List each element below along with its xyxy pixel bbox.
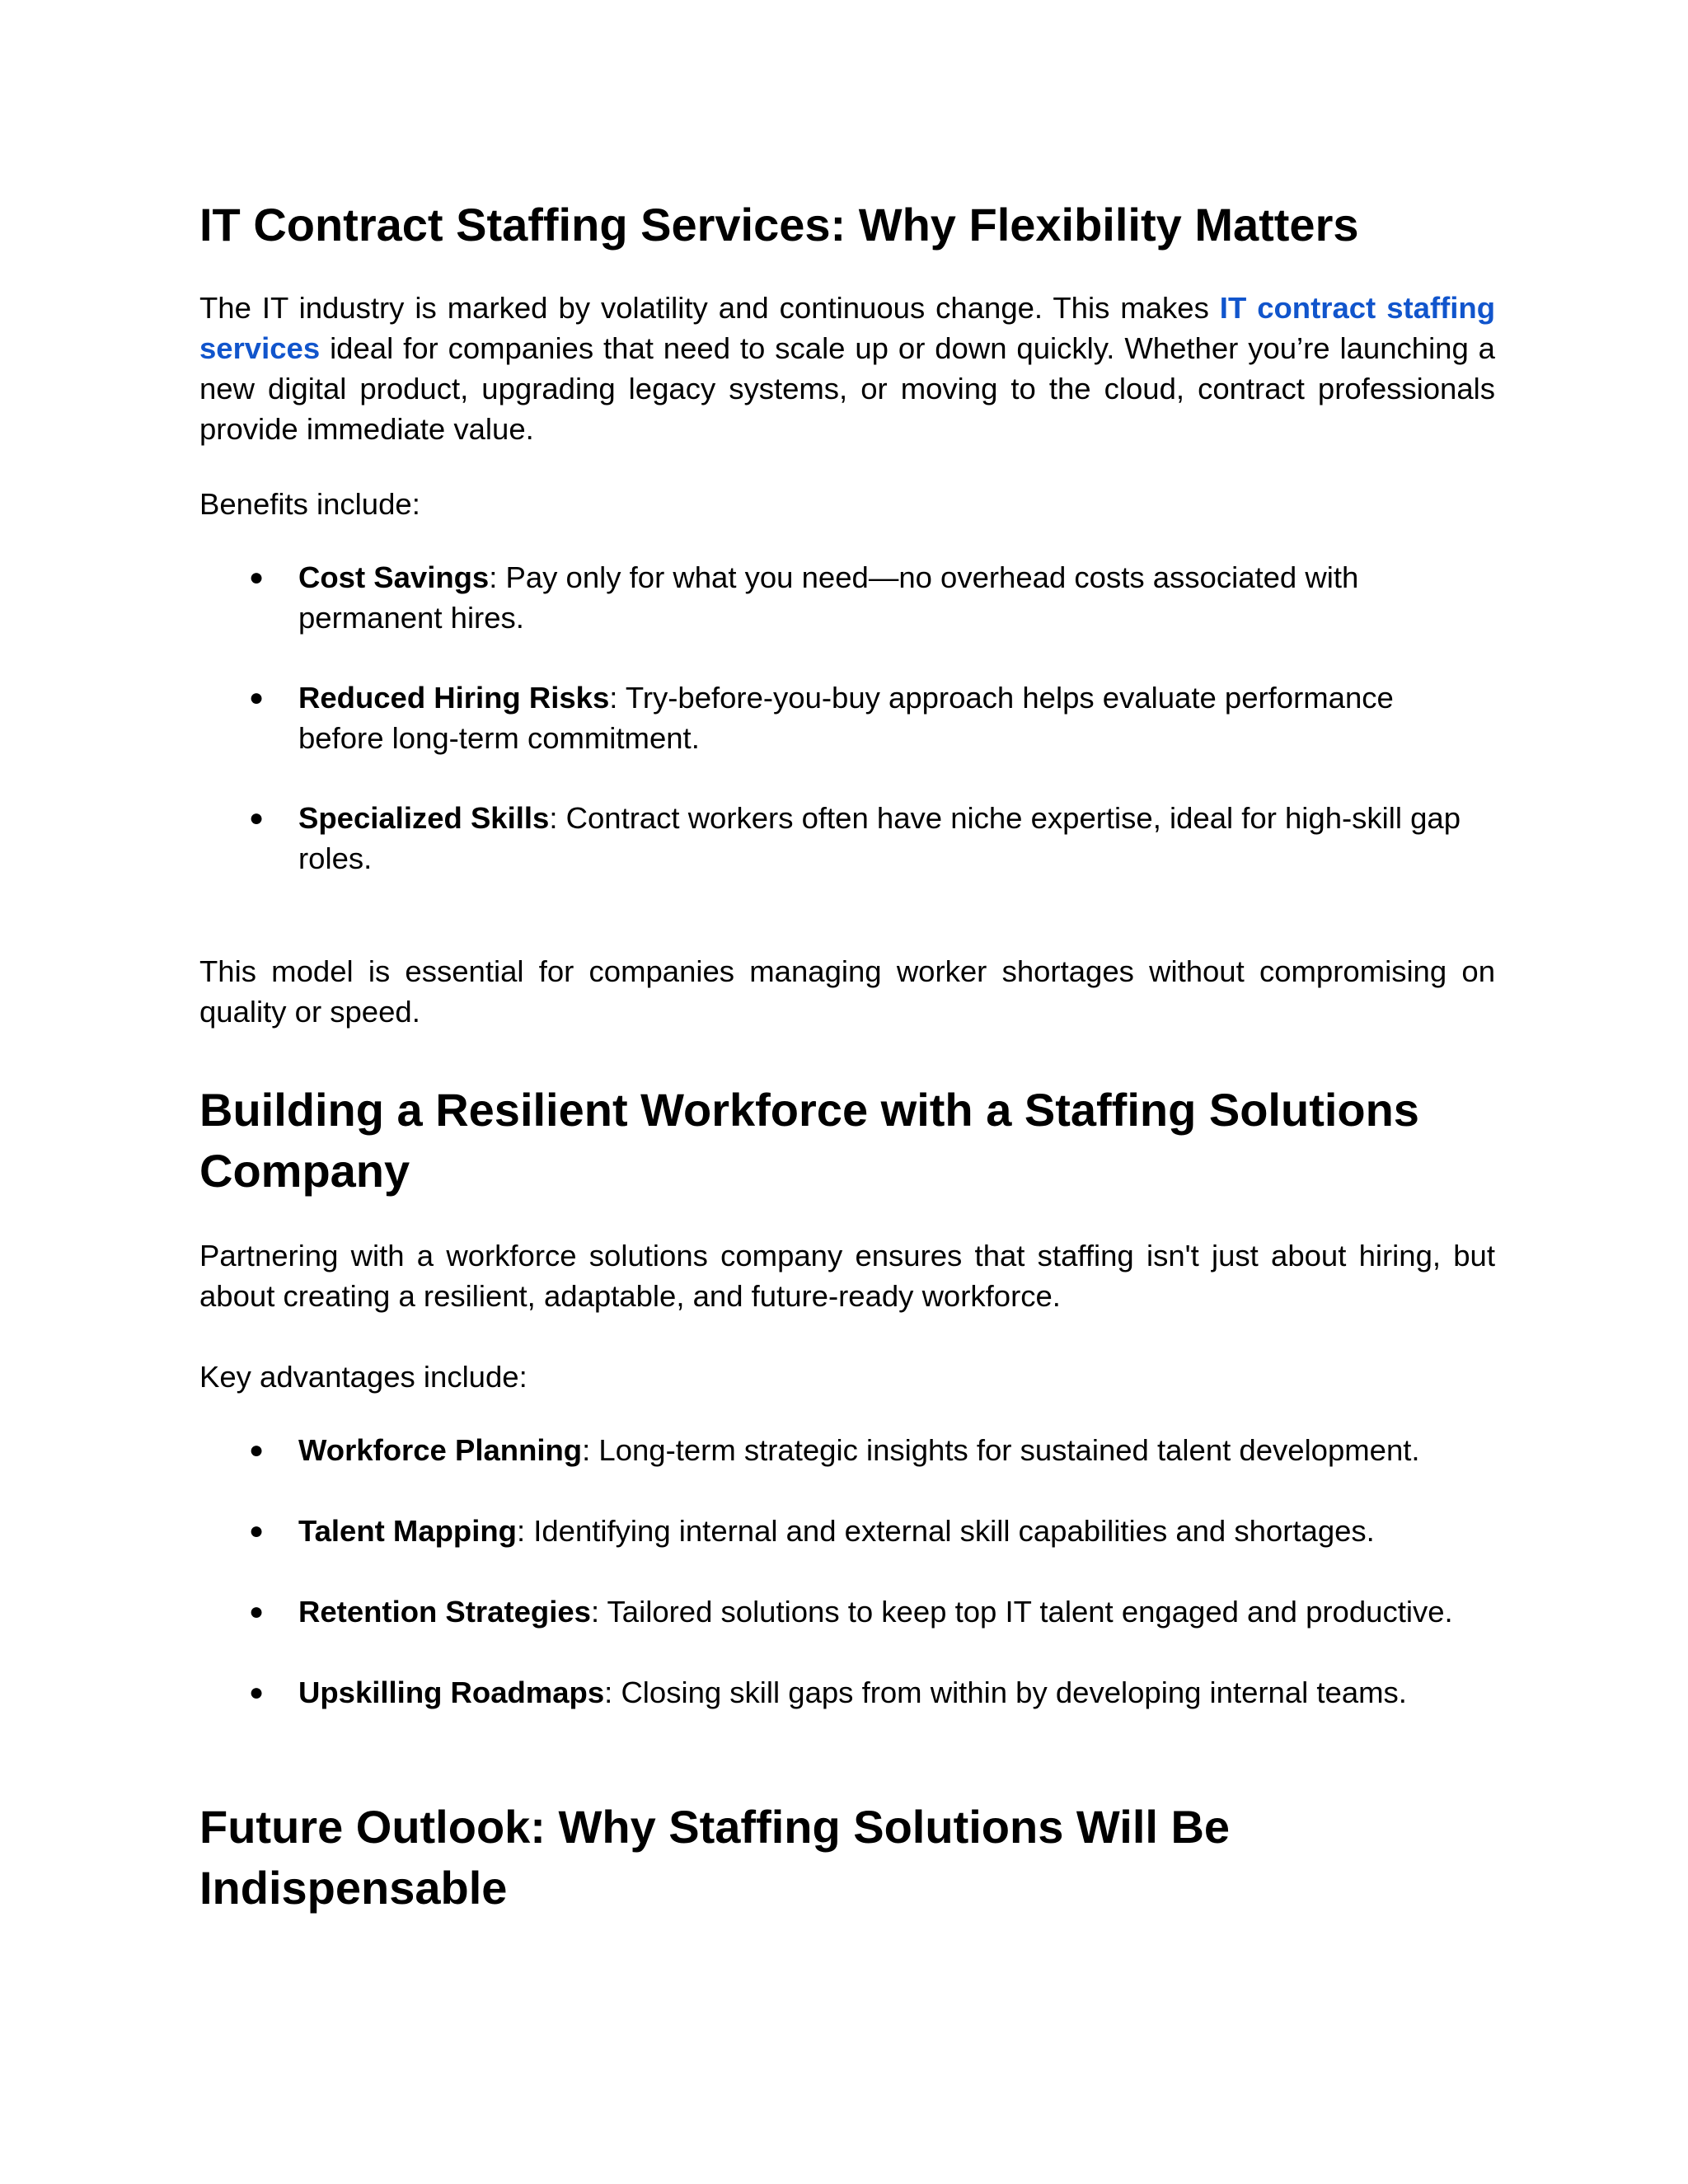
list-item bbox=[199, 1591, 1495, 1632]
advantage-text: : Long-term strategic insights for sustained talent development. bbox=[582, 1433, 1420, 1467]
bullet-icon: ● bbox=[249, 1679, 265, 1706]
benefit-text: : Pay only for what you need—no overhead costs associated with permanent hires. bbox=[298, 560, 1359, 635]
bullet-icon: ● bbox=[249, 804, 265, 832]
section-closing-paragraph: This model is essential for companies managing worker shortages without compromising on quality or speed. bbox=[199, 954, 1495, 1029]
list-item bbox=[199, 677, 1495, 758]
advantage-text: : Tailored solutions to keep top IT talent engaged and productive. bbox=[590, 1595, 1453, 1629]
section-intro-paragraph: Partnering with a workforce solutions company ensures that staffing isn't just about hiring, but about creating a resilient, adaptable, and future-ready workforce. bbox=[199, 1239, 1495, 1313]
intro-text-start: The IT industry is marked by volatility and continuous change. This makes bbox=[199, 291, 1220, 325]
bullet-icon: ● bbox=[249, 1517, 265, 1544]
advantage-term: Talent Mapping bbox=[298, 1514, 517, 1548]
advantage-term: Retention Strategies bbox=[298, 1595, 591, 1629]
advantage-text: : Identifying internal and external skill capabilities and shortages. bbox=[516, 1514, 1375, 1548]
bullet-icon: ● bbox=[249, 1598, 265, 1625]
benefit-text: : Try-before-you-buy approach helps evaluate performance before long-term commitment. bbox=[298, 681, 1394, 755]
section-heading-it-contract-staffing: IT Contract Staffing Services: Why Flexibility Matters bbox=[199, 199, 1359, 251]
bullet-icon: ● bbox=[249, 684, 265, 711]
advantage-term: Upskilling Roadmaps bbox=[298, 1675, 605, 1709]
list-item bbox=[199, 1672, 1495, 1713]
benefits-intro: Benefits include: bbox=[199, 487, 420, 521]
bullet-icon: ● bbox=[249, 1436, 265, 1464]
it-contract-staffing-link[interactable]: IT contract staffing services bbox=[199, 291, 1495, 365]
section-heading-resilient-workforce: Building a Resilient Workforce with a Staffing Solutions Company bbox=[199, 1084, 1419, 1197]
section-intro-paragraph bbox=[199, 288, 1495, 449]
list-item bbox=[199, 557, 1495, 638]
list-item bbox=[199, 1430, 1495, 1470]
bullet-icon: ● bbox=[249, 564, 265, 591]
list-item bbox=[199, 1511, 1495, 1551]
benefit-term: Specialized Skills bbox=[298, 801, 550, 835]
benefit-term: Reduced Hiring Risks bbox=[298, 681, 610, 715]
list-item bbox=[199, 798, 1495, 879]
advantage-term: Workforce Planning bbox=[298, 1433, 583, 1467]
advantages-intro: Key advantages include: bbox=[199, 1360, 528, 1394]
intro-text-end: ideal for companies that need to scale up or down quickly. Whether you’re launching a new digital product, upgrading legacy systems, or moving to the cloud, contract professionals provide immediate value. bbox=[199, 331, 1495, 446]
advantage-text: : Closing skill gaps from within by developing internal teams. bbox=[604, 1675, 1407, 1709]
benefit-term: Cost Savings bbox=[298, 560, 490, 594]
benefit-text: : Contract workers often have niche expertise, ideal for high-skill gap roles. bbox=[298, 801, 1461, 875]
section-heading-future-outlook: Future Outlook: Why Staffing Solutions Will Be Indispensable bbox=[199, 1801, 1231, 1914]
